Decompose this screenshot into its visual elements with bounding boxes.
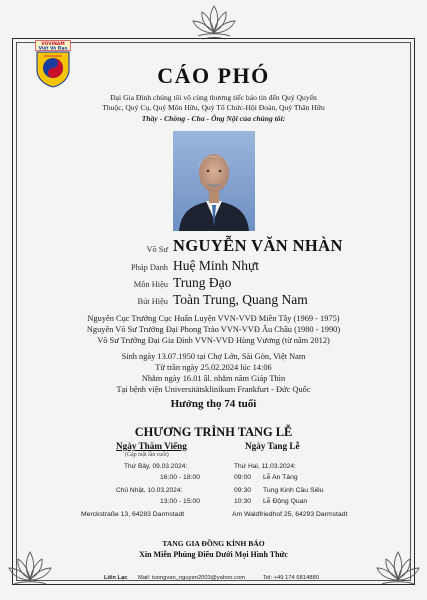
visit-time: 13:00 - 15:00: [160, 498, 201, 505]
visitation-heading: Ngày Thăm Viếng: [116, 441, 187, 451]
life-line: Sinh ngày 13.07.1950 tại Chợ Lớn, Sài Gòn, Việt Nam: [121, 352, 306, 361]
visit-date: Thứ Bảy, 09.03.2024:: [124, 463, 188, 470]
visit-time: 16:00 - 18:00: [160, 474, 201, 481]
svg-text:Việt Võ Đạo: Việt Võ Đạo: [38, 46, 68, 52]
career-line: Nguyên Võ Sư Trưởng Đại Phong Trào VVN-VVĐ Âu Châu (1980 - 1990): [86, 325, 341, 334]
visitation-note: (Gặp mặt lần cuối): [125, 452, 169, 458]
funeral-event-time: 09:30: [234, 487, 252, 494]
funeral-event-time: 10:30: [234, 498, 252, 505]
funeral-event-name: Tung Kinh Cầu Siêu: [263, 487, 324, 494]
career-line: Võ Sư Trưởng Đại Gia Đình VVN-VVĐ Hùng Vương (từ năm 2012): [97, 336, 330, 345]
page-title: CÁO PHÓ: [157, 63, 270, 88]
role-label: Võ Sư: [146, 245, 168, 254]
funeral-event-name: Lễ Động Quan: [263, 498, 308, 505]
life-line: Tại bệnh viện Universitätsklinikum Frankfurt - Đức Quốc: [116, 385, 311, 394]
visit-date: Chủ Nhật, 10.03.2024:: [116, 487, 183, 494]
funeral-date: Thứ Hai, 11.03.2024:: [234, 463, 296, 470]
funeral-event-name: Lễ An Táng: [263, 474, 298, 481]
portrait-photo: [173, 131, 255, 231]
funeral-address: Am Waldfriedhof 25, 64293 Darmstadt: [232, 511, 348, 518]
role-label: Môn Hiệu: [133, 280, 168, 289]
contact-label: Liên Lạc: [104, 575, 128, 581]
schedule-title: CHƯƠNG TRÌNH TANG LỄ: [134, 425, 293, 439]
person-row-dharma-name: [0, 257, 427, 275]
person-row-name: [0, 236, 427, 257]
person-name: NGUYỄN VĂN NHÀN: [173, 236, 343, 255]
contact-email[interactable]: Mail: tuongvan_nguyen2003@yahoo.com: [138, 575, 246, 581]
visitation-address: Merckstraße 13, 64283 Darmstadt: [81, 511, 185, 518]
contact-phone[interactable]: Tel: +49 174 6814880: [263, 575, 319, 581]
person-row-school-name: [0, 274, 427, 292]
funeral-heading: Ngày Tang Lễ: [245, 441, 300, 451]
closing-line: TANG GIA ĐỒNG KÍNH BÁO: [162, 539, 265, 548]
life-line: Từ trần ngày 25.02.2024 lúc 14:06: [155, 363, 272, 372]
school-name: Trung Đạo: [173, 275, 232, 290]
funeral-event-time: 09:00: [234, 474, 252, 481]
career-line: Nguyên Cục Trưởng Cục Huấn Luyện VVN-VVĐ Miền Tây (1969 - 1975): [87, 314, 340, 323]
dharma-name: Huệ Minh Nhựt: [173, 258, 260, 273]
life-line: Nhằm ngày 16.01 âl. nhằm năm Giáp Thìn: [141, 374, 286, 383]
svg-text:VOVINAM: VOVINAM: [41, 41, 65, 47]
pen-name: Toàn Trung, Quang Nam: [173, 292, 308, 307]
intro-line: Thầy - Chồng - Cha - Ông Nội của chúng tôi:: [141, 114, 286, 123]
closing-line: Xin Miễn Phúng Điếu Dưới Mọi Hình Thức: [139, 550, 288, 559]
person-row-pen-name: [0, 291, 427, 309]
lotus-icon: [188, 2, 240, 42]
intro-line: Thuộc, Quý Cụ, Quý Môn Hữu, Quý Tổ Chức-Hội Đoàn, Quý Thân Hữu: [102, 103, 325, 112]
role-label: Pháp Danh: [131, 263, 168, 272]
role-label: Bút Hiệu: [137, 297, 168, 306]
age-line: Hưởng thọ 74 tuổi: [170, 398, 257, 410]
intro-line: Đại Gia Đình chúng tôi vô cùng thương tiếc báo tin đến Quý Quyến: [110, 93, 317, 102]
